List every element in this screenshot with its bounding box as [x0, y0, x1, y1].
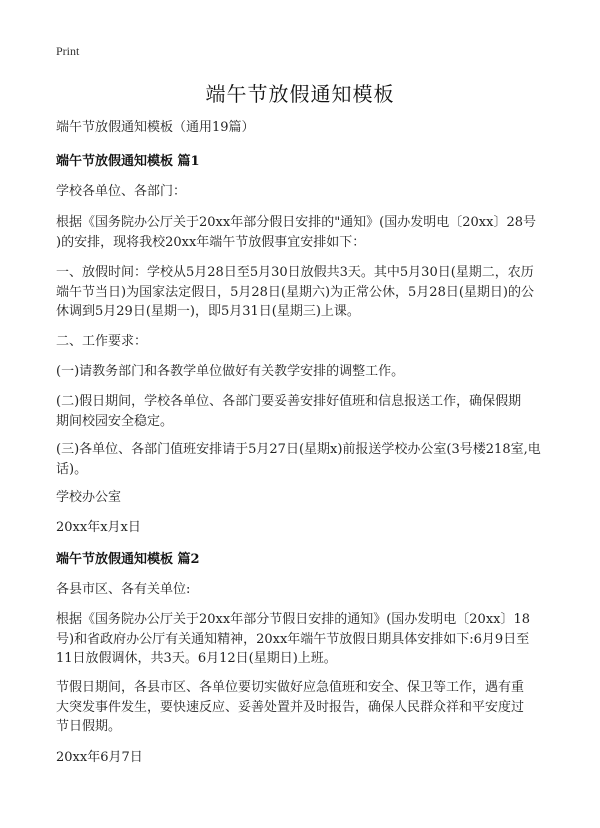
section-1-paragraph-3: 二、工作要求： [56, 334, 148, 349]
section-1-paragraph-2: 一、放假时间：学校从5月28日至5月30日放假共3天。其中5月30日(星期二，农历 端午节当日)为国家法定假日，5月28日(星期六)为正常公休，5月28日(星期日)的公 休调到5月29日(星期一)，即5月31日(星期三)上课。 [56, 265, 534, 319]
section-1-paragraph-4: (一)请教务部门和各教学单位做好有关教学安排的调整工作。 [56, 364, 405, 379]
document-title: 端午节放假通知模板 [205, 82, 395, 106]
section-2-salutation: 各县市区、各有关单位: [56, 582, 191, 597]
section-2-date: 20xx年6月7日 [56, 750, 143, 765]
section-1-paragraph-5: (二)假日期间，学校各单位、各部门要妥善安排好值班和信息报送工作，确保假期 期间校园安全稳定。 [56, 394, 522, 429]
section-1-heading: 端午节放假通知模板 篇1 [56, 154, 200, 169]
section-2-paragraph-1: 根据《国务院办公厅关于20xx年部分节假日安排的通知》(国办发明电〔20xx〕18 号)和省政府办公厅有关通知精神，20xx年端午节放假日期具体安排如下:6月9日至 11日放假调休，共3天。6月12日(星期日)上班。 [56, 612, 531, 666]
section-2-heading: 端午节放假通知模板 篇2 [56, 552, 200, 567]
print-label[interactable]: Print [56, 44, 80, 58]
section-2-paragraph-2: 节假日期间，各县市区、各单位要切实做好应急值班和安全、保卫等工作，遇有重 大突发事件发生，要快速反应、妥善处置并及时报告，确保人民群众祥和平安度过 节日假期。 [56, 680, 525, 734]
section-1-signature: 学校办公室 [56, 490, 122, 505]
section-1-salutation: 学校各单位、各部门： [56, 184, 187, 199]
section-1-paragraph-6: (三)各单位、各部门值班安排请于5月27日(星期x)前报送学校办公室(3号楼218室,电 话)。 [56, 442, 541, 477]
document-subtitle: 端午节放假通知模板（通用19篇） [56, 120, 255, 135]
section-1-date: 20xx年x月x日 [56, 520, 141, 535]
section-1-paragraph-1: 根据《国务院办公厅关于20xx年部分假日安排的"通知》(国办发明电〔20xx〕28号 )的安排，现将我校20xx年端午节放假事宜安排如下： [56, 215, 537, 250]
